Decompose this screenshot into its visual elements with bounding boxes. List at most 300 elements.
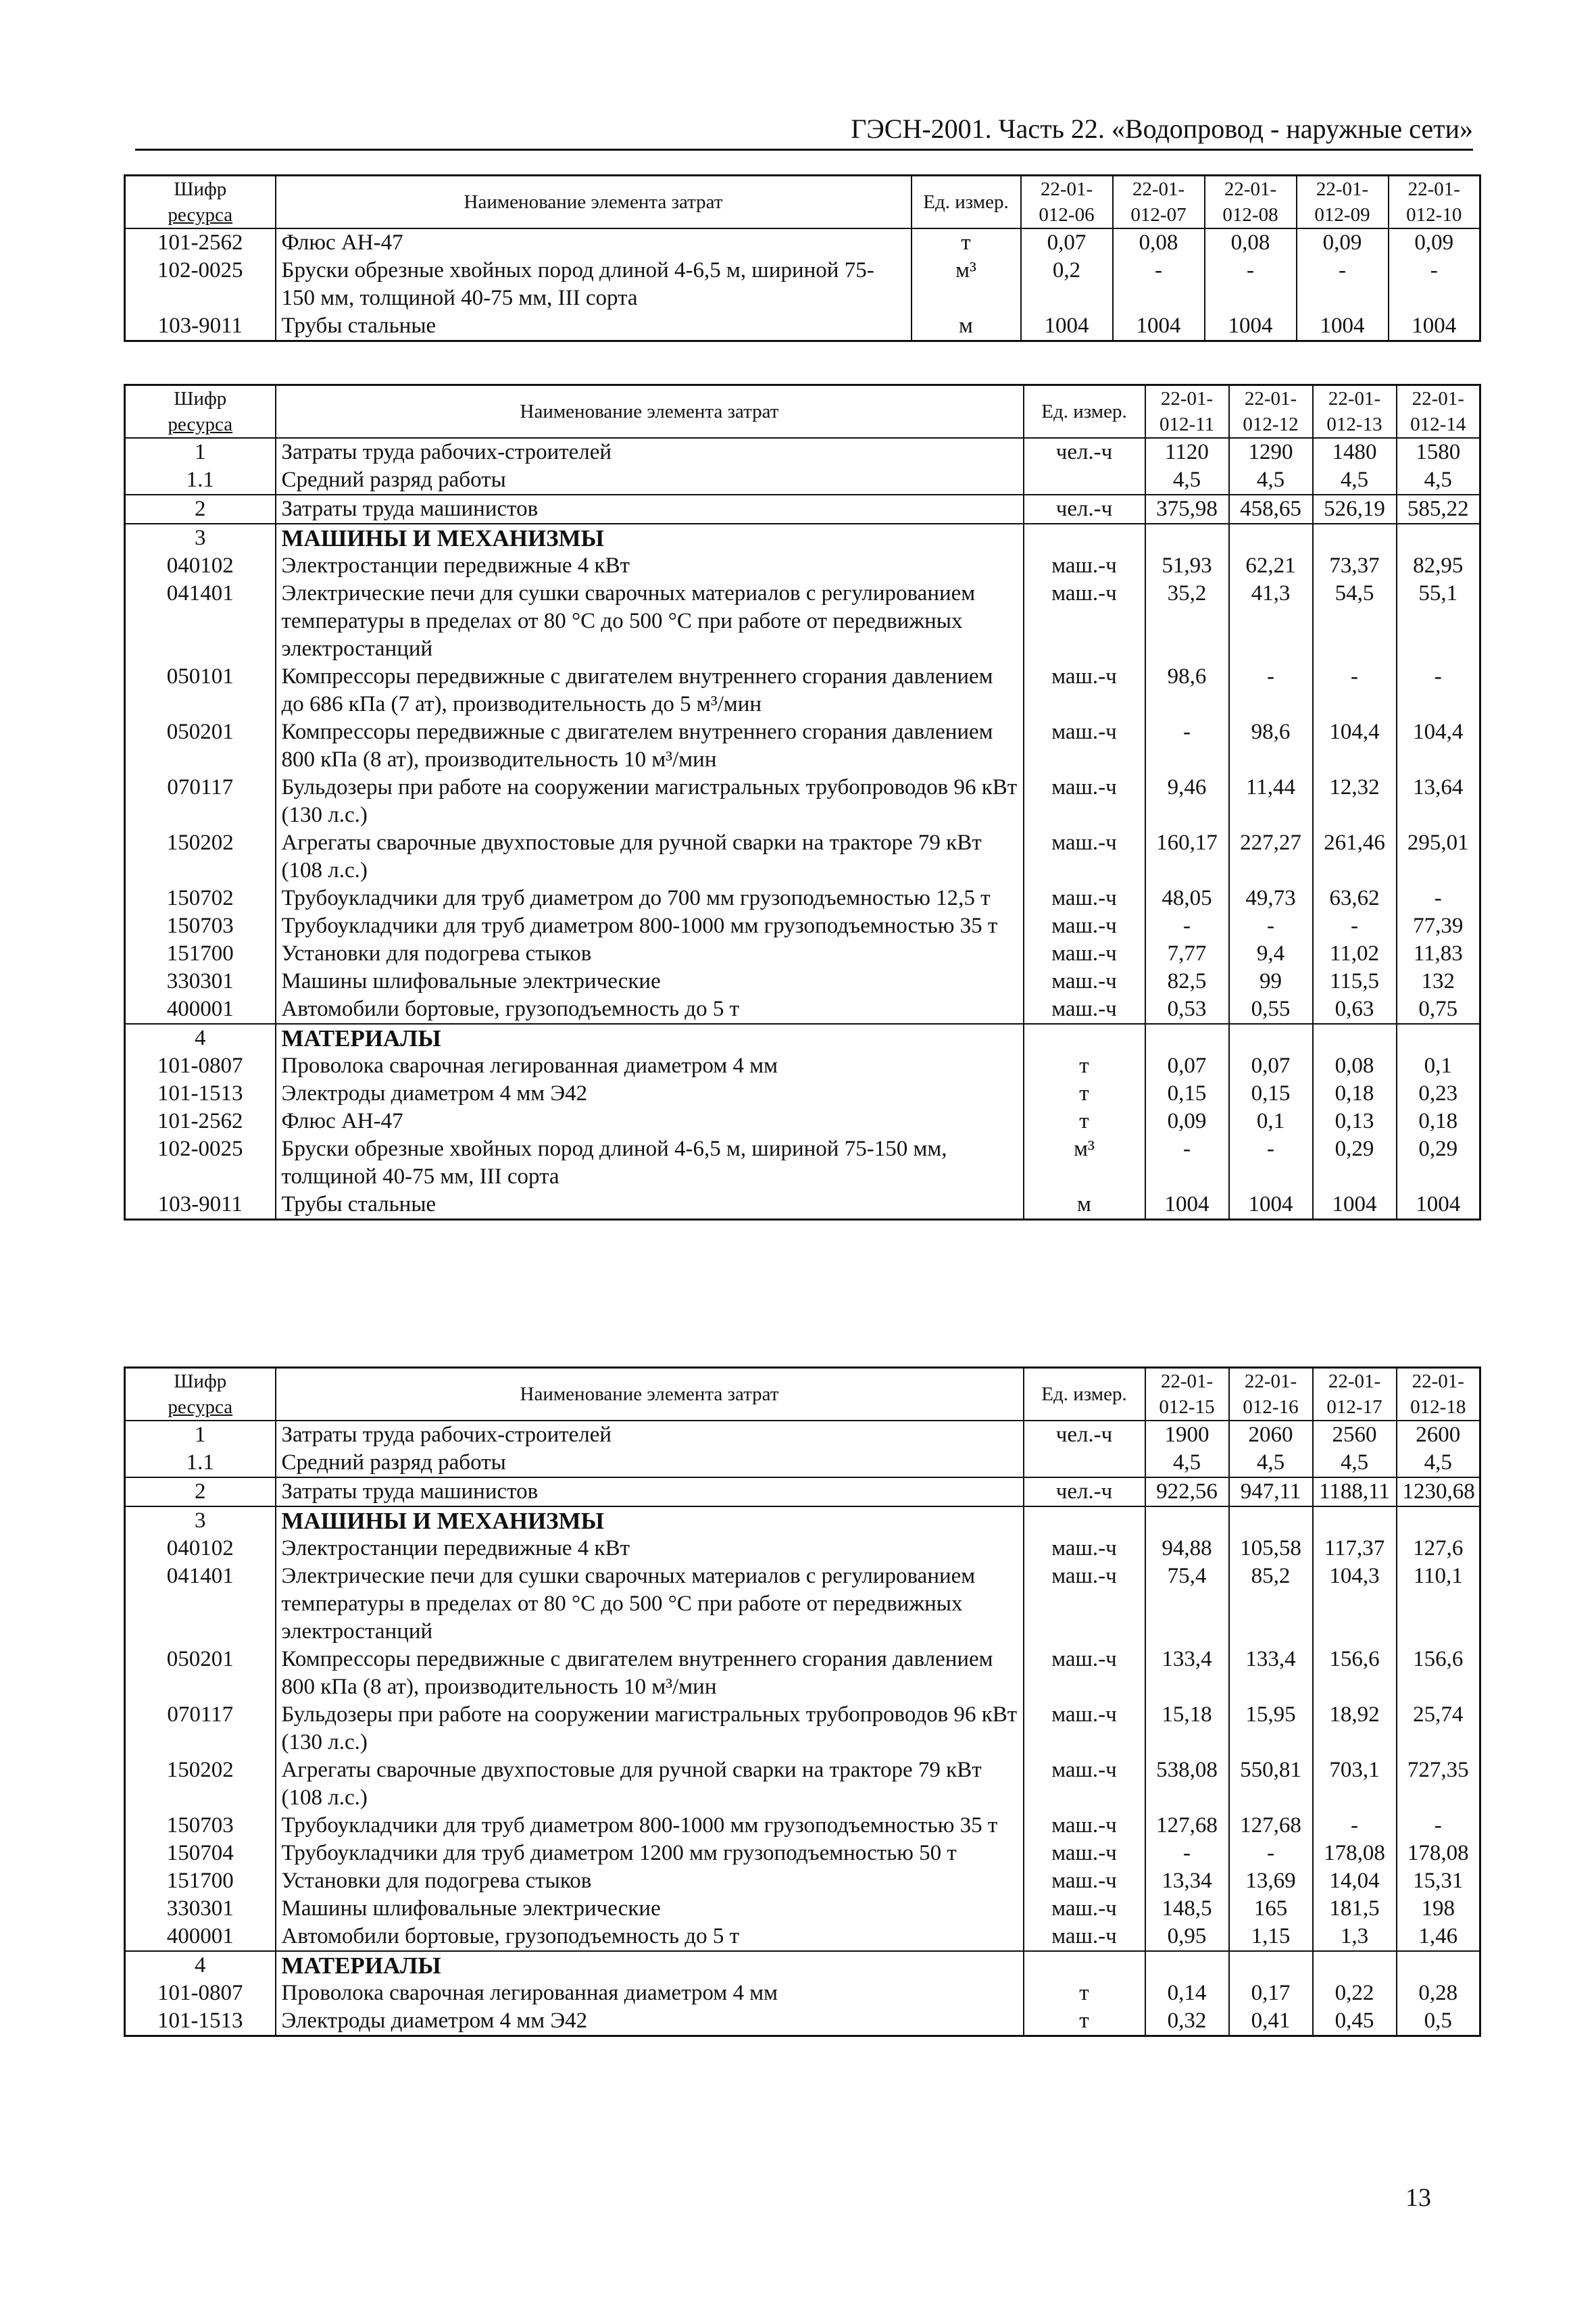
- norm-value-cell: 0,14: [1145, 1979, 1229, 2007]
- norm-value-cell: [1145, 1951, 1229, 1979]
- norm-value-cell: 0,15: [1145, 1080, 1229, 1108]
- norm-value-cell: 15,18: [1145, 1701, 1229, 1756]
- norm-value-cell: 0,1: [1397, 1052, 1480, 1080]
- resource-code-cell: 1: [125, 438, 276, 466]
- norm-value-cell: [1313, 1024, 1397, 1052]
- table-row: [125, 1840, 1480, 1867]
- norm-value-cell: 0,08: [1113, 228, 1205, 257]
- table-row: [125, 580, 1480, 663]
- norm-value-cell: 0,07: [1145, 1052, 1229, 1080]
- norm-value-cell: 261,46: [1313, 829, 1397, 885]
- unit-cell: [1024, 1024, 1145, 1052]
- norm-value-cell: 25,74: [1397, 1701, 1480, 1756]
- norm-value-cell: -: [1145, 1840, 1229, 1867]
- table-row: [125, 495, 1480, 524]
- norm-value-cell: 4,5: [1313, 1449, 1397, 1477]
- norm-value-cell: -: [1229, 912, 1313, 940]
- table-row: [125, 1421, 1480, 1449]
- header-norm-code-line: 012-10: [1406, 204, 1462, 226]
- header-norm-code-line: 22-01-: [1407, 178, 1460, 200]
- header-norm-code-line: 22-01-: [1412, 388, 1464, 410]
- cost-element-cell: Электроды диаметром 4 мм Э42: [276, 1080, 1024, 1108]
- header-norm-code-line: 012-09: [1314, 204, 1370, 226]
- table-row: [125, 1477, 1480, 1506]
- unit-cell: чел.-ч: [1024, 1421, 1145, 1449]
- resource-code-cell: 050101: [125, 663, 276, 718]
- norm-value-cell: 13,69: [1229, 1867, 1313, 1895]
- norm-value-cell: [1313, 524, 1397, 552]
- unit-cell: маш.-ч: [1024, 885, 1145, 912]
- resource-code-cell: 3: [125, 1506, 276, 1535]
- estimate-table-3: [124, 1367, 1481, 2037]
- norm-value-cell: 0,18: [1313, 1080, 1397, 1108]
- section-row: [125, 1951, 1480, 1979]
- norm-value-cell: 148,5: [1145, 1895, 1229, 1923]
- cost-element-cell: Затраты труда машинистов: [276, 495, 1024, 524]
- norm-value-cell: 1004: [1313, 1191, 1397, 1220]
- unit-cell: м³: [912, 257, 1021, 312]
- norm-value-cell: 2560: [1313, 1421, 1397, 1449]
- cost-element-cell: Электрические печи для сушки сварочных материалов с регулированием температуры в пределах от 80 °С до 500 °С при работе от передвижных электростанций: [276, 580, 1024, 663]
- norm-value-cell: 4,5: [1229, 466, 1313, 495]
- cost-element-cell: МАТЕРИАЛЫ: [276, 1024, 1024, 1052]
- table-row: [125, 1646, 1480, 1701]
- header-norm-code: [1145, 1368, 1229, 1421]
- unit-cell: маш.-ч: [1024, 1646, 1145, 1701]
- norm-value-cell: 526,19: [1313, 495, 1397, 524]
- norm-value-cell: 12,32: [1313, 774, 1397, 829]
- norm-value-cell: 178,08: [1313, 1840, 1397, 1867]
- table-row: [125, 663, 1480, 718]
- cost-element-cell: Трубоукладчики для труб диаметром до 700 мм грузоподъемностью 12,5 т: [276, 885, 1024, 912]
- cost-element-cell: Флюс АН-47: [276, 228, 912, 257]
- cost-element-cell: Электростанции передвижные 4 кВт: [276, 552, 1024, 580]
- norm-value-cell: 1230,68: [1397, 1477, 1480, 1506]
- norm-value-cell: 0,07: [1229, 1052, 1313, 1080]
- norm-value-cell: 11,02: [1313, 940, 1397, 968]
- norm-value-cell: 0,08: [1313, 1052, 1397, 1080]
- cost-element-cell: Агрегаты сварочные двухпостовые для ручной сварки на тракторе 79 кВт (108 л.с.): [276, 1756, 1024, 1812]
- norm-value-cell: 85,2: [1229, 1562, 1313, 1646]
- unit-cell: маш.-ч: [1024, 1867, 1145, 1895]
- table-row: [125, 912, 1480, 940]
- norm-value-cell: -: [1145, 718, 1229, 774]
- norm-value-cell: 0,45: [1313, 2007, 1397, 2036]
- norm-value-cell: 75,4: [1145, 1562, 1229, 1646]
- section-row: [125, 1024, 1480, 1052]
- norm-value-cell: 7,77: [1145, 940, 1229, 968]
- norm-value-cell: 63,62: [1313, 885, 1397, 912]
- resource-code-cell: 150702: [125, 885, 276, 912]
- unit-cell: м: [1024, 1191, 1145, 1220]
- norm-value-cell: [1145, 1506, 1229, 1535]
- norm-value-cell: 55,1: [1397, 580, 1480, 663]
- norm-value-cell: 35,2: [1145, 580, 1229, 663]
- table-header-row: [125, 176, 1480, 229]
- norm-value-cell: [1397, 1024, 1480, 1052]
- norm-value-cell: 15,31: [1397, 1867, 1480, 1895]
- cost-element-cell: Компрессоры передвижные с двигателем внутреннего сгорания давлением 800 кПа (8 ат), производительность 10 м³/мин: [276, 718, 1024, 774]
- norm-value-cell: -: [1113, 257, 1205, 312]
- cost-element-cell: Компрессоры передвижные с двигателем внутреннего сгорания давлением 800 кПа (8 ат), производительность 10 м³/мин: [276, 1646, 1024, 1701]
- unit-cell: т: [912, 228, 1021, 257]
- resource-code-cell: 070117: [125, 774, 276, 829]
- table-row: [125, 995, 1480, 1024]
- resource-code-cell: 101-0807: [125, 1052, 276, 1080]
- unit-cell: маш.-ч: [1024, 1812, 1145, 1840]
- norm-value-cell: -: [1397, 663, 1480, 718]
- norm-value-cell: 0,29: [1313, 1135, 1397, 1191]
- cost-element-cell: Компрессоры передвижные с двигателем внутреннего сгорания давлением до 686 кПа (7 ат), производительность до 5 м³/мин: [276, 663, 1024, 718]
- resource-code-cell: 101-2562: [125, 1108, 276, 1135]
- norm-value-cell: 1004: [1229, 1191, 1313, 1220]
- norm-value-cell: 4,5: [1229, 1449, 1313, 1477]
- cost-element-cell: Средний разряд работы: [276, 1449, 1024, 1477]
- header-norm-code-line: 22-01-: [1160, 388, 1214, 410]
- norm-value-cell: 0,13: [1313, 1108, 1397, 1135]
- norm-value-cell: 0,09: [1297, 228, 1389, 257]
- norm-value-cell: 54,5: [1313, 580, 1397, 663]
- norm-value-cell: 13,34: [1145, 1867, 1229, 1895]
- header-resource-code: [125, 176, 276, 229]
- unit-cell: маш.-ч: [1024, 1895, 1145, 1923]
- norm-value-cell: 41,3: [1229, 580, 1313, 663]
- table-row: [125, 968, 1480, 995]
- header-norm-code-line: 012-11: [1159, 414, 1215, 435]
- norm-value-cell: 0,41: [1229, 2007, 1313, 2036]
- resource-code-cell: 101-0807: [125, 1979, 276, 2007]
- header-resource-code-line: Шифр: [174, 1371, 227, 1392]
- cost-element-cell: Трубоукладчики для труб диаметром 1200 мм грузоподъемностью 50 т: [276, 1840, 1024, 1867]
- table-row: [125, 1080, 1480, 1108]
- norm-value-cell: [1229, 524, 1313, 552]
- norm-value-cell: 1004: [1145, 1191, 1229, 1220]
- norm-value-cell: -: [1229, 1135, 1313, 1191]
- header-norm-code-line: 012-14: [1410, 414, 1466, 435]
- table-row: [125, 312, 1480, 341]
- resource-code-cell: 330301: [125, 1895, 276, 1923]
- norm-value-cell: 11,83: [1397, 940, 1480, 968]
- header-norm-code-line: 012-17: [1326, 1396, 1382, 1418]
- norm-value-cell: 1290: [1229, 438, 1313, 466]
- norm-value-cell: 0,5: [1397, 2007, 1480, 2036]
- cost-element-cell: Машины шлифовальные электрические: [276, 1895, 1024, 1923]
- norm-value-cell: 115,5: [1313, 968, 1397, 995]
- header-unit: Ед. измер.: [1024, 385, 1145, 439]
- resource-code-cell: 4: [125, 1951, 276, 1979]
- header-norm-code-line: 22-01-: [1132, 178, 1185, 200]
- header-norm-code: [1229, 1368, 1313, 1421]
- cost-element-cell: Затраты труда машинистов: [276, 1477, 1024, 1506]
- cost-element-cell: Бульдозеры при работе на сооружении магистральных трубопроводов 96 кВт (130 л.с.): [276, 774, 1024, 829]
- cost-element-cell: Бруски обрезные хвойных пород длиной 4-6,5 м, шириной 75-150 мм, толщиной 40-75 мм, III сорта: [276, 257, 912, 312]
- cost-element-cell: Бруски обрезные хвойных пород длиной 4-6,5 м, шириной 75-150 мм, толщиной 40-75 мм, III сорта: [276, 1135, 1024, 1191]
- norm-value-cell: 0,15: [1229, 1080, 1313, 1108]
- running-header: ГЭСН-2001. Часть 22. «Водопровод - наружные сети»: [851, 114, 1473, 144]
- norm-value-cell: 1004: [1397, 1191, 1480, 1220]
- table-row: [125, 1701, 1480, 1756]
- resource-code-cell: 151700: [125, 940, 276, 968]
- norm-value-cell: 98,6: [1229, 718, 1313, 774]
- resource-code-cell: 103-9011: [125, 312, 276, 341]
- resource-code-cell: 070117: [125, 1701, 276, 1756]
- norm-value-cell: 13,64: [1397, 774, 1480, 829]
- header-norm-code-line: 012-18: [1410, 1396, 1466, 1418]
- header-norm-code: [1021, 176, 1113, 229]
- cost-element-cell: Трубоукладчики для труб диаметром 800-1000 мм грузоподъемностью 35 т: [276, 912, 1024, 940]
- table-row: [125, 1449, 1480, 1477]
- resource-code-cell: 400001: [125, 995, 276, 1024]
- header-resource-code: [125, 1368, 276, 1421]
- cost-element-cell: Трубы стальные: [276, 312, 912, 341]
- cost-element-cell: Установки для подогрева стыков: [276, 940, 1024, 968]
- norm-value-cell: 62,21: [1229, 552, 1313, 580]
- norm-value-cell: 227,27: [1229, 829, 1313, 885]
- unit-cell: м: [912, 312, 1021, 341]
- header-norm-code-line: 22-01-: [1160, 1371, 1214, 1392]
- norm-value-cell: -: [1389, 257, 1480, 312]
- table-row: [125, 1979, 1480, 2007]
- unit-cell: маш.-ч: [1024, 1701, 1145, 1756]
- norm-value-cell: [1397, 1506, 1480, 1535]
- header-norm-code: [1297, 176, 1389, 229]
- table-row: [125, 1562, 1480, 1646]
- unit-cell: чел.-ч: [1024, 1477, 1145, 1506]
- header-resource-code-line: ресурса: [168, 414, 233, 435]
- cost-element-cell: МАШИНЫ И МЕХАНИЗМЫ: [276, 524, 1024, 552]
- cost-element-cell: Электроды диаметром 4 мм Э42: [276, 2007, 1024, 2036]
- norm-value-cell: -: [1229, 663, 1313, 718]
- resource-code-cell: 2: [125, 1477, 276, 1506]
- norm-value-cell: 0,09: [1389, 228, 1480, 257]
- resource-code-cell: 041401: [125, 580, 276, 663]
- norm-value-cell: 4,5: [1145, 466, 1229, 495]
- table-row: [125, 257, 1480, 312]
- norm-value-cell: 9,46: [1145, 774, 1229, 829]
- unit-cell: маш.-ч: [1024, 552, 1145, 580]
- norm-value-cell: [1145, 524, 1229, 552]
- unit-cell: маш.-ч: [1024, 580, 1145, 663]
- cost-element-cell: Флюс АН-47: [276, 1108, 1024, 1135]
- table-row: [125, 774, 1480, 829]
- norm-value-cell: 98,6: [1145, 663, 1229, 718]
- resource-code-cell: 050201: [125, 1646, 276, 1701]
- cost-element-cell: Автомобили бортовые, грузоподъемность до 5 т: [276, 995, 1024, 1024]
- norm-value-cell: [1397, 1951, 1480, 1979]
- header-norm-code: [1205, 176, 1297, 229]
- unit-cell: [1024, 1449, 1145, 1477]
- table-row: [125, 1052, 1480, 1080]
- table-row: [125, 829, 1480, 885]
- norm-value-cell: 48,05: [1145, 885, 1229, 912]
- norm-value-cell: 160,17: [1145, 829, 1229, 885]
- cost-element-cell: Затраты труда рабочих-строителей: [276, 438, 1024, 466]
- norm-value-cell: 1004: [1297, 312, 1389, 341]
- table-row: [125, 940, 1480, 968]
- norm-value-cell: 0,29: [1397, 1135, 1480, 1191]
- header-norm-code-line: 012-13: [1326, 414, 1382, 435]
- unit-cell: [1024, 1951, 1145, 1979]
- unit-cell: [1024, 466, 1145, 495]
- norm-value-cell: 198: [1397, 1895, 1480, 1923]
- header-resource-code-line: ресурса: [168, 204, 233, 226]
- norm-value-cell: -: [1313, 912, 1397, 940]
- header-norm-code-line: 22-01-: [1412, 1371, 1464, 1392]
- norm-value-cell: 4,5: [1145, 1449, 1229, 1477]
- header-resource-code-line: Шифр: [174, 178, 227, 200]
- section-row: [125, 524, 1480, 552]
- norm-value-cell: 0,2: [1021, 257, 1113, 312]
- estimate-table-1: [124, 174, 1481, 342]
- norm-value-cell: 922,56: [1145, 1477, 1229, 1506]
- norm-value-cell: 458,65: [1229, 495, 1313, 524]
- unit-cell: маш.-ч: [1024, 1535, 1145, 1562]
- header-cost-element: Наименование элемента затрат: [276, 1368, 1024, 1421]
- unit-cell: маш.-ч: [1024, 1923, 1145, 1951]
- resource-code-cell: 040102: [125, 1535, 276, 1562]
- header-norm-code-line: 012-06: [1039, 204, 1095, 226]
- norm-value-cell: 132: [1397, 968, 1480, 995]
- resource-code-cell: 101-1513: [125, 2007, 276, 2036]
- norm-value-cell: 550,81: [1229, 1756, 1313, 1812]
- norm-value-cell: -: [1313, 663, 1397, 718]
- norm-value-cell: 127,68: [1229, 1812, 1313, 1840]
- header-norm-code: [1145, 385, 1229, 439]
- header-norm-code-line: 22-01-: [1244, 1371, 1297, 1392]
- header-norm-code: [1397, 385, 1480, 439]
- cost-element-cell: Установки для подогрева стыков: [276, 1867, 1024, 1895]
- norm-value-cell: 178,08: [1397, 1840, 1480, 1867]
- unit-cell: т: [1024, 1080, 1145, 1108]
- norm-value-cell: 105,58: [1229, 1535, 1313, 1562]
- norm-value-cell: 947,11: [1229, 1477, 1313, 1506]
- norm-value-cell: -: [1145, 912, 1229, 940]
- norm-value-cell: 94,88: [1145, 1535, 1229, 1562]
- norm-value-cell: 0,22: [1313, 1979, 1397, 2007]
- unit-cell: [1024, 1506, 1145, 1535]
- norm-value-cell: 165: [1229, 1895, 1313, 1923]
- norm-value-cell: 0,28: [1397, 1979, 1480, 2007]
- unit-cell: маш.-ч: [1024, 829, 1145, 885]
- table-row: [125, 438, 1480, 466]
- norm-value-cell: 1004: [1389, 312, 1480, 341]
- resource-code-cell: 151700: [125, 1867, 276, 1895]
- header-norm-code-line: 012-08: [1222, 204, 1278, 226]
- norm-value-cell: 0,32: [1145, 2007, 1229, 2036]
- norm-value-cell: 0,17: [1229, 1979, 1313, 2007]
- norm-value-cell: 0,53: [1145, 995, 1229, 1024]
- norm-value-cell: 0,63: [1313, 995, 1397, 1024]
- norm-value-cell: -: [1145, 1135, 1229, 1191]
- norm-value-cell: 18,92: [1313, 1701, 1397, 1756]
- norm-value-cell: 1,46: [1397, 1923, 1480, 1951]
- norm-value-cell: 156,6: [1313, 1646, 1397, 1701]
- header-cost-element: Наименование элемента затрат: [276, 385, 1024, 439]
- unit-cell: маш.-ч: [1024, 912, 1145, 940]
- norm-value-cell: 0,1: [1229, 1108, 1313, 1135]
- header-resource-code-line: ресурса: [168, 1396, 233, 1418]
- norm-value-cell: -: [1397, 1812, 1480, 1840]
- resource-code-cell: 150202: [125, 1756, 276, 1812]
- page-number: 13: [1405, 2184, 1431, 2212]
- cost-element-cell: Электростанции передвижные 4 кВт: [276, 1535, 1024, 1562]
- norm-value-cell: 181,5: [1313, 1895, 1397, 1923]
- unit-cell: т: [1024, 2007, 1145, 2036]
- unit-cell: т: [1024, 1979, 1145, 2007]
- header-norm-code-line: 22-01-: [1224, 178, 1277, 200]
- resource-code-cell: 330301: [125, 968, 276, 995]
- norm-value-cell: 1480: [1313, 438, 1397, 466]
- table-row: [125, 1191, 1480, 1220]
- norm-value-cell: 127,6: [1397, 1535, 1480, 1562]
- cost-element-cell: Трубы стальные: [276, 1191, 1024, 1220]
- cost-element-cell: Электрические печи для сушки сварочных материалов с регулированием температуры в пределах от 80 °С до 500 °С при работе от передвижных электростанций: [276, 1562, 1024, 1646]
- table-row: [125, 552, 1480, 580]
- norm-value-cell: 4,5: [1397, 1449, 1480, 1477]
- resource-code-cell: 102-0025: [125, 257, 276, 312]
- norm-value-cell: 0,08: [1205, 228, 1297, 257]
- unit-cell: т: [1024, 1052, 1145, 1080]
- norm-value-cell: 77,39: [1397, 912, 1480, 940]
- norm-value-cell: 703,1: [1313, 1756, 1397, 1812]
- cost-element-cell: Трубоукладчики для труб диаметром 800-1000 мм грузоподъемностью 35 т: [276, 1812, 1024, 1840]
- resource-code-cell: 2: [125, 495, 276, 524]
- header-resource-code-line: Шифр: [174, 388, 227, 410]
- unit-cell: т: [1024, 1108, 1145, 1135]
- norm-value-cell: 133,4: [1145, 1646, 1229, 1701]
- cost-element-cell: Средний разряд работы: [276, 466, 1024, 495]
- table-row: [125, 718, 1480, 774]
- header-norm-code-line: 012-12: [1243, 414, 1299, 435]
- resource-code-cell: 150703: [125, 1812, 276, 1840]
- norm-value-cell: [1313, 1951, 1397, 1979]
- norm-value-cell: 156,6: [1397, 1646, 1480, 1701]
- norm-value-cell: -: [1297, 257, 1389, 312]
- header-rule: [135, 149, 1473, 151]
- table-row: [125, 466, 1480, 495]
- table-row: [125, 1535, 1480, 1562]
- norm-value-cell: -: [1313, 1812, 1397, 1840]
- norm-value-cell: 73,37: [1313, 552, 1397, 580]
- norm-value-cell: 1,3: [1313, 1923, 1397, 1951]
- header-norm-code: [1397, 1368, 1480, 1421]
- resource-code-cell: 1.1: [125, 1449, 276, 1477]
- resource-code-cell: 101-2562: [125, 228, 276, 257]
- resource-code-cell: 150202: [125, 829, 276, 885]
- norm-value-cell: -: [1397, 885, 1480, 912]
- unit-cell: чел.-ч: [1024, 438, 1145, 466]
- estimate-table-2: [124, 384, 1481, 1221]
- table-row: [125, 1756, 1480, 1812]
- header-unit: Ед. измер.: [1024, 1368, 1145, 1421]
- table-row: [125, 1812, 1480, 1840]
- norm-value-cell: 82,5: [1145, 968, 1229, 995]
- norm-value-cell: 2600: [1397, 1421, 1480, 1449]
- norm-value-cell: 1900: [1145, 1421, 1229, 1449]
- norm-value-cell: 11,44: [1229, 774, 1313, 829]
- unit-cell: м³: [1024, 1135, 1145, 1191]
- table-row: [125, 2007, 1480, 2036]
- norm-value-cell: 0,18: [1397, 1108, 1480, 1135]
- cost-element-cell: МАТЕРИАЛЫ: [276, 1951, 1024, 1979]
- resource-code-cell: 1: [125, 1421, 276, 1449]
- norm-value-cell: 0,23: [1397, 1080, 1480, 1108]
- norm-value-cell: 49,73: [1229, 885, 1313, 912]
- unit-cell: маш.-ч: [1024, 663, 1145, 718]
- cost-element-cell: Проволока сварочная легированная диаметром 4 мм: [276, 1979, 1024, 2007]
- norm-value-cell: 0,07: [1021, 228, 1113, 257]
- cost-element-cell: Проволока сварочная легированная диаметром 4 мм: [276, 1052, 1024, 1080]
